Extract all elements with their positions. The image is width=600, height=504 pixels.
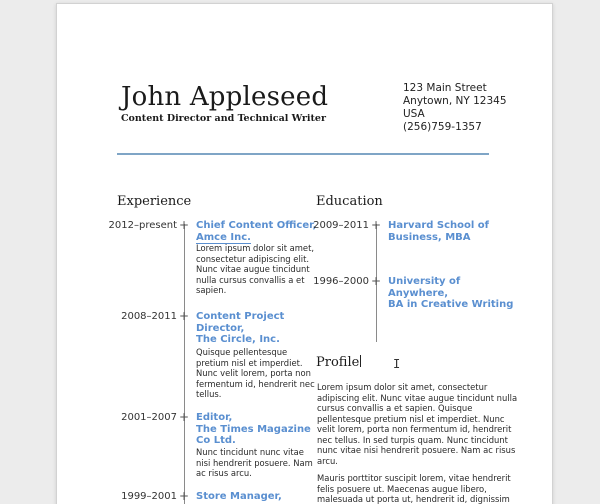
entry-date[interactable]: 2009–2011 <box>313 220 369 231</box>
text-cursor-icon: I <box>393 357 401 371</box>
experience-timeline <box>184 224 185 504</box>
header-divider <box>117 153 489 155</box>
profile-heading[interactable]: Profile <box>316 355 360 370</box>
timeline-tick-icon: + <box>179 489 190 503</box>
entry-title[interactable]: Harvard School of Business, MBA <box>388 220 490 243</box>
profile-paragraph[interactable]: Lorem ipsum dolor sit amet, consectetur adipiscing elit. Nunc vitae augue tincidunt nulla cursus convallis a et sapien. Quisque pellentesque pretium nisl et imperdiet. Nunc velit lorem, porta non fermentum id, hendrerit nec tellus. In sed turpis quam. Nunc tincidunt nunc vitae nisi hendrerit posuere. Nam ac risus arcu. <box>317 382 518 466</box>
entry-date[interactable]: 2012–present <box>108 220 177 231</box>
timeline-tick-icon: + <box>371 218 382 232</box>
entry-title[interactable]: Content Project Director, The Circle, Inc. <box>196 311 285 345</box>
entry-title[interactable]: Editor, The Times Magazine Co Ltd. <box>196 412 311 446</box>
address-line[interactable]: Anytown, NY 12345 <box>403 95 507 107</box>
entry-date[interactable]: 2008–2011 <box>121 311 177 322</box>
resume-name[interactable]: John Appleseed <box>121 82 329 112</box>
timeline-tick-icon: + <box>179 309 190 323</box>
address-block[interactable] <box>403 82 507 134</box>
text-caret <box>360 355 361 367</box>
entry-date[interactable]: 1999–2001 <box>121 491 177 502</box>
profile-paragraph[interactable]: Mauris porttitor suscipit lorem, vitae hendrerit felis posuere ut. Maecenas augue libero, malesuada ut porta ut, hendrerit id, dignissim <box>317 473 511 504</box>
entry-description[interactable]: Nunc tincidunt nunc vitae nisi hendrerit posuere. Nam ac risus arcu. <box>196 447 313 478</box>
timeline-tick-icon: + <box>179 410 190 424</box>
entry-date[interactable]: 1996–2000 <box>313 276 369 287</box>
education-heading[interactable]: Education <box>316 194 383 209</box>
entry-description[interactable]: Lorem ipsum dolor sit amet, consectetur adipiscing elit. Nunc vitae augue tincidunt nulla cursus convallis a et sapien. <box>196 243 315 295</box>
experience-heading[interactable]: Experience <box>117 194 192 209</box>
resume-page[interactable] <box>56 3 553 504</box>
entry-title[interactable]: University of Anywhere, BA in Creative Writing <box>388 276 514 310</box>
resume-subtitle[interactable]: Content Director and Technical Writer <box>121 113 326 124</box>
address-line[interactable]: 123 Main Street <box>403 82 487 94</box>
address-line[interactable]: (256)759-1357 <box>403 121 482 133</box>
entry-description[interactable]: Quisque pellentesque pretium nisl et imperdiet. Nunc velit lorem, porta non fermentum id, hendrerit nec tellus. <box>196 347 315 399</box>
entry-title[interactable]: Store Manager, <box>196 491 282 502</box>
entry-date[interactable]: 2001–2007 <box>121 412 177 423</box>
timeline-tick-icon: + <box>371 274 382 288</box>
entry-title[interactable]: Chief Content Officer, Amce Inc. <box>196 220 317 243</box>
timeline-tick-icon: + <box>179 218 190 232</box>
address-line[interactable]: USA <box>403 108 425 120</box>
